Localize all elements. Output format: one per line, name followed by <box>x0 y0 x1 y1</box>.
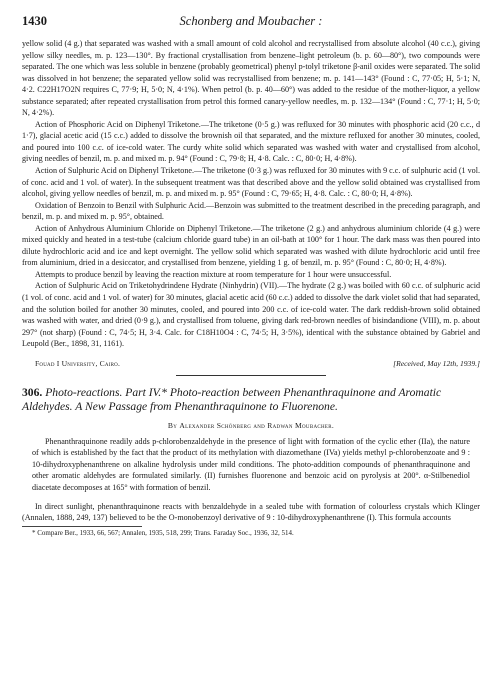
paragraph-anil-oxides: yellow solid (4 g.) that separated was washed with a small amount of cold alcohol and recrystallised from absolute alcohol (40 c.c.), giving yellow silky needles, m. p. 123—130°. By fractional crystallisation from benzene–light petroleum (b. p. 60—80°), two compounds were separated. The one which was less soluble in benzene (probably geometrical) phenyl p-tolyl triketone β-anil oxides were separated. The solid was dissolved in hot benzene; the separated yellow solid was recrystallised from benzene; m. p. 141—143° (Found : C, 77·05; H, 5·1; N, 4·2. C22H17O2N requires C, 77·9; H, 5·0; N, 4·1%). When petrol (b. p. 40—60°) was added to the residue of the mother-liquor, a yellow substance separated; after repeated crystallisation from petrol this formed canary-yellow needles, m. p. 132—134° (Found : C, 77·1; H, 5·0; N, 4·2%). <box>22 39 480 118</box>
preceding-article-body <box>22 38 480 350</box>
paragraph-attempts: Attempts to produce benzil by leaving the reaction mixture at room temperature for 1 hour were unsuccessful. <box>35 269 392 279</box>
running-head <box>22 14 480 30</box>
page-number: 1430 <box>22 14 47 28</box>
article-title: Photo-reactions. Part IV.* Photo-reaction between Phenanthraquinone and Aromatic Aldehydes. A New Passage from Phenanthraquinone to Fluorenone. <box>22 385 442 413</box>
footnote: * Compare Ber., 1933, 66, 567; Annalen, 1935, 518, 299; Trans. Faraday Soc., 1936, 32, 514. <box>32 528 294 537</box>
paragraph-aluminium-chloride: Action of Anhydrous Aluminium Chloride on Diphenyl Triketone.—The triketone (2 g.) and anhydrous aluminium chloride (4 g.) were mixed quickly and heated in a test-tube (calcium chloride guard tube) in an oil-bath at 100° for 1 hour. The dark mass was then poured into dilute hydrochloric acid and ice and kept overnight. The yellow solid which separated was washed with dilute hydrochloric acid until free from aluminium, dried in a desiccator, and crystallised from benzene, yielding 1 g. of benzil, m. p. 95° (Found : C, 80·0; H, 4·8%). <box>22 223 480 268</box>
running-title: Schonberg and Moubacher : <box>179 14 323 28</box>
article-number: 306. <box>22 385 43 399</box>
article-heading <box>22 386 480 414</box>
abstract-text: Phenanthraquinone readily adds p-chlorobenzaldehyde in the presence of light with formation of the cyclic ether (IIa), the nature of which is established by the fact that the product of its methylation with diazomethane (IVa) yields methyl p-chlorobenzoate and 9 : 10-dihydroxyphenanthrene on alkaline hydrolysis under mild conditions. The photo-addition compounds of phenanthraquinone and other aromatic aldehydes are formulated similarly. (II) furnishes fluorenone and benzoic acid on pyrolysis at 200°. α-Stilbenediol diacetate decomposes at 165° with formation of benzil. <box>32 436 470 492</box>
paragraph-phosphoric-acid: Action of Phosphoric Acid on Diphenyl Triketone.—The triketone (0·5 g.) was refluxed for 30 minutes with phosphoric acid (20 c.c., d 1·7), glacial acetic acid (15 c.c.) added to dissolve the brownish oil that separated, and the mixture refluxed for another 30 minutes, cooled, and poured into 100 c.c. of ice-cold water. The curdy white solid which separated was washed with water and crystallised from alcohol, giving needles of benzil, m. p. and mixed m. p. 94° (Found : C, 79·8; H, 4·8. Calc. : C, 80·0; H, 4·8%). <box>22 119 480 164</box>
affiliation-row <box>22 359 480 371</box>
paragraph-ninhydrin: Action of Sulphuric Acid on Triketohydrindene Hydrate (Ninhydrin) (VII).—The hydrate (2 g.) was boiled with 60 c.c. of sulphuric acid (1 vol. of conc. acid and 1 vol. of water) for 30 minutes, glacial acetic acid (60 c.c.) added to dissolve the dark violet solid that had separated, and the solution boiled for another 30 minutes, cooled, and poured into 200 c.c. of ice-cold water. The dark reddish-brown solid obtained was washed with water, and dried (0·9 g.), and crystallised from toluene, giving dark red-brown needles of bisindandione (VIII), m. p. about 297° (not sharp) (Found : C, 74·5; H, 3·4. Calc. for C18H10O4 : C, 74·5; H, 3·5%), identical with the substance obtained by Gabriel and Leupold (Ber., 1898, 31, 1161). <box>22 281 480 349</box>
article-first-paragraph: In direct sunlight, phenanthraquinone reacts with benzaldehyde in a sealed tube with formation of colourless crystals which Klinger (Annalen, 1888, 249, 137) believed to be the O-monobenzoyl derivative of 9 : 10-dihydroxyphenanthrene (I). This formula accounts <box>22 501 480 523</box>
authors-line <box>22 421 480 430</box>
by-label: By <box>167 420 178 430</box>
article-body <box>22 501 480 524</box>
paragraph-sulphuric-acid: Action of Sulphuric Acid on Diphenyl Triketone.—The triketone (0·3 g.) was refluxed for 30 minutes with 9 c.c. of sulphuric acid (1 vol. of conc. acid and 1 vol. of water). In the subsequent treatment was that described above and the yellow solid obtained was crystallised from alcohol, giving yellow needles of benzil, m. p. and mixed m. p. 95° (Found : C, 79·65; H, 4·8. Calc. : C, 80·0; H, 4·8%). <box>22 166 480 199</box>
received-date: [Received, May 12th, 1939.] <box>393 358 480 368</box>
section-divider <box>176 375 326 376</box>
affiliation: Fouad I University, Cairo. <box>35 358 121 368</box>
paragraph-benzoin-oxidation: Oxidation of Benzoin to Benzil with Sulphuric Acid.—Benzoin was submitted to the treatment described in the preceding paragraph, and benzil, m. p. and mixed m. p. 95°, obtained. <box>22 200 480 222</box>
page <box>22 14 480 538</box>
author-names: Alexander Schönberg and Radwan Moubacher. <box>179 420 335 430</box>
footnote-divider <box>22 526 142 527</box>
abstract <box>22 436 480 494</box>
